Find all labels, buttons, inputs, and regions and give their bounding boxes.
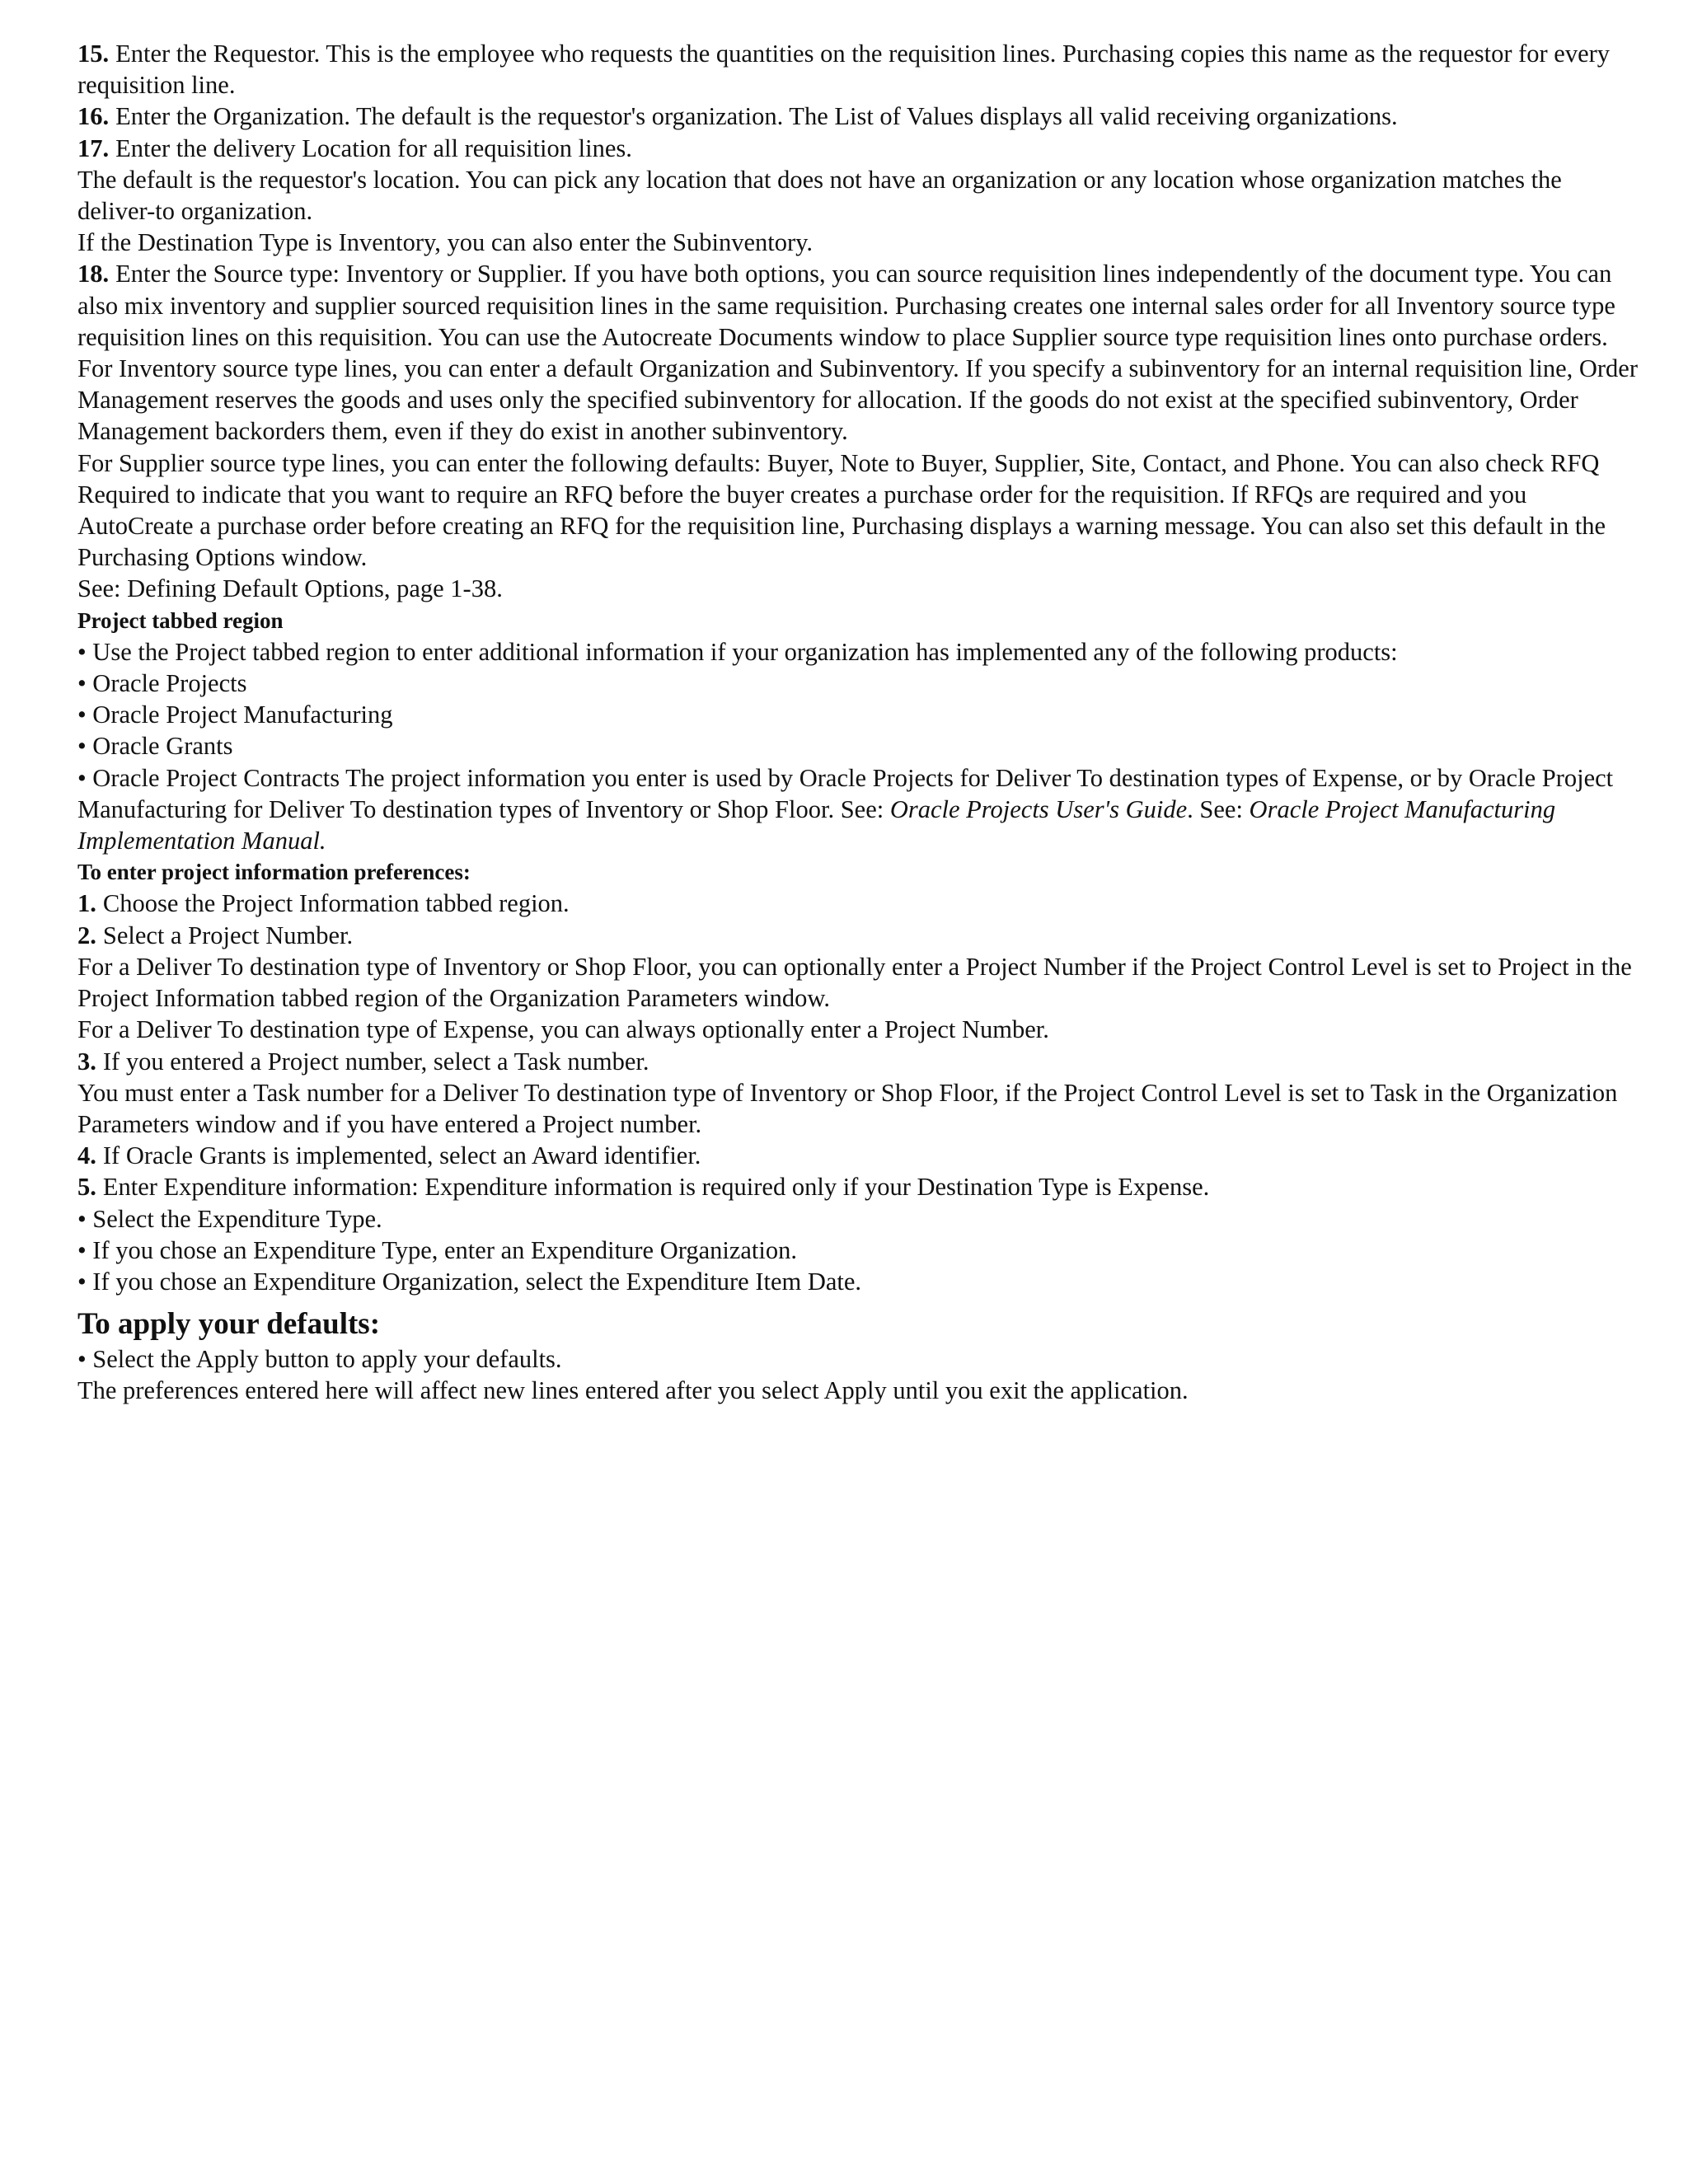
project-step-2 <box>77 920 1643 951</box>
paragraph-expense: For a Deliver To destination type of Expense, you can always optionally enter a Project Number. <box>77 1015 1049 1044</box>
step-number: 4. <box>77 1141 96 1170</box>
paragraph-task-number: You must enter a Task number for a Deliver To destination type of Inventory or Shop Floor, if the Project Control Level is set to Task in the Organization Parameters window and if you have entered a Project number. <box>77 1078 1618 1138</box>
bullet-oracle-projects: • Oracle Projects <box>77 669 247 698</box>
paragraph-destination-type: If the Destination Type is Inventory, you can also enter the Subinventory. <box>77 228 814 257</box>
project-step-3 <box>77 1046 1643 1077</box>
contracts-text: • Oracle Project Contracts The project information you enter is used by Oracle Projects for Deliver To destination types of Expense, or by Oracle Project Manufacturing for Deliver To destination types of Inventory or Shop Floor. See: <box>77 763 1614 823</box>
heading-enter-project-preferences: To enter project information preferences: <box>77 860 471 885</box>
bullet-expenditure-item-date: • If you chose an Expenditure Organization, select the Expenditure Item Date. <box>77 1267 862 1296</box>
reference-projects-users-guide: Oracle Projects User's Guide <box>889 794 1188 823</box>
bullet-expenditure-type: • Select the Expenditure Type. <box>77 1204 382 1233</box>
step-number: 15. <box>77 40 110 68</box>
step-17 <box>77 133 1643 164</box>
step-text: Enter the delivery Location for all requisition lines. <box>115 134 632 162</box>
document-page <box>77 38 1643 1407</box>
project-step-4 <box>77 1140 1643 1171</box>
step-16 <box>77 101 1643 132</box>
project-step-5 <box>77 1171 1643 1202</box>
paragraph-see-defaults: See: Defining Default Options, page 1-38. <box>77 574 503 603</box>
bullet-apply-button: • Select the Apply button to apply your defaults. <box>77 1345 562 1374</box>
step-text: Enter Expenditure information: Expenditure information is required only if your Destination Type is Expense. <box>102 1173 1210 1202</box>
project-step-1 <box>77 888 1643 919</box>
heading-apply-defaults: To apply your defaults: <box>77 1307 381 1342</box>
step-number: 18. <box>77 260 110 288</box>
reference-pm-implementation-manual: Oracle Project Manufacturing Implementation Manual. <box>77 794 1556 855</box>
step-number: 1. <box>77 889 96 918</box>
step-text: Choose the Project Information tabbed region. <box>102 889 570 918</box>
bullet-oracle-project-contracts <box>77 762 1643 857</box>
step-text: Select a Project Number. <box>102 921 354 949</box>
bullet-oracle-grants: • Oracle Grants <box>77 732 233 761</box>
heading-project-tabbed-region: Project tabbed region <box>77 607 284 633</box>
bullet-expenditure-organization: • If you chose an Expenditure Type, enter an Expenditure Organization. <box>77 1235 797 1264</box>
step-text: If you entered a Project number, select a Task number. <box>102 1047 649 1076</box>
paragraph-supplier-source: For Supplier source type lines, you can enter the following defaults: Buyer, Note to Buyer, Supplier, Site, Contact, and Phone. You can also check RFQ Required to indicate that you want to require an RFQ before the buyer creates a purchase order for the requisition. If RFQs are required and you AutoCreate a purchase order before creating an RFQ for the requisition line, Purchasing displays a warning message. You can also set this default in the Purchasing Options window. <box>77 448 1606 572</box>
step-text: Enter the Organization. The default is the requestor's organization. The List of Values displays all valid receiving organizations. <box>115 102 1398 131</box>
step-number: 17. <box>77 134 110 162</box>
step-number: 2. <box>77 921 96 949</box>
step-text: If Oracle Grants is implemented, select an Award identifier. <box>102 1141 701 1170</box>
step-number: 5. <box>77 1173 96 1202</box>
bullet-oracle-project-manufacturing: • Oracle Project Manufacturing <box>77 701 393 729</box>
paragraph-preferences: The preferences entered here will affect new lines entered after you select Apply until you exit the application. <box>77 1376 1189 1405</box>
step-text: Enter the Requestor. This is the employee who requests the quantities on the requisition lines. Purchasing copies this name as the requestor for every requisition line. <box>77 40 1611 100</box>
step-number: 3. <box>77 1047 96 1076</box>
paragraph-inventory-source: For Inventory source type lines, you can enter a default Organization and Subinventory. If you specify a subinventory for an internal requisition line, Order Management reserves the goods and uses only the specified subinventory for allocation. If the goods do not exist at the specified subinventory, Order Management backorders them, even if they do exist in another subinventory. <box>77 354 1638 446</box>
step-15 <box>77 38 1643 101</box>
step-text: Enter the Source type: Inventory or Supplier. If you have both options, you can source requisition lines independently of the document type. You can also mix inventory and supplier sourced requisition lines in the same requisition. Purchasing creates one internal sales order for all Inventory source type requisition lines on this requisition. You can use the Autocreate Documents window to place Supplier source type requisition lines onto purchase orders. <box>77 260 1615 351</box>
paragraph-inventory-shop-floor: For a Deliver To destination type of Inventory or Shop Floor, you can optionally enter a Project Number if the Project Control Level is set to Project in the Project Information tabbed region of the Organization Parameters window. <box>77 952 1632 1013</box>
contracts-see: . See: <box>1187 794 1250 823</box>
step-number: 16. <box>77 102 110 131</box>
step-18 <box>77 258 1643 353</box>
paragraph-default-location: The default is the requestor's location. You can pick any location that does not have an organization or any location whose organization matches the deliver-to organization. <box>77 165 1562 226</box>
bullet-project-use: • Use the Project tabbed region to enter additional information if your organization has implemented any of the following products: <box>77 637 1398 666</box>
